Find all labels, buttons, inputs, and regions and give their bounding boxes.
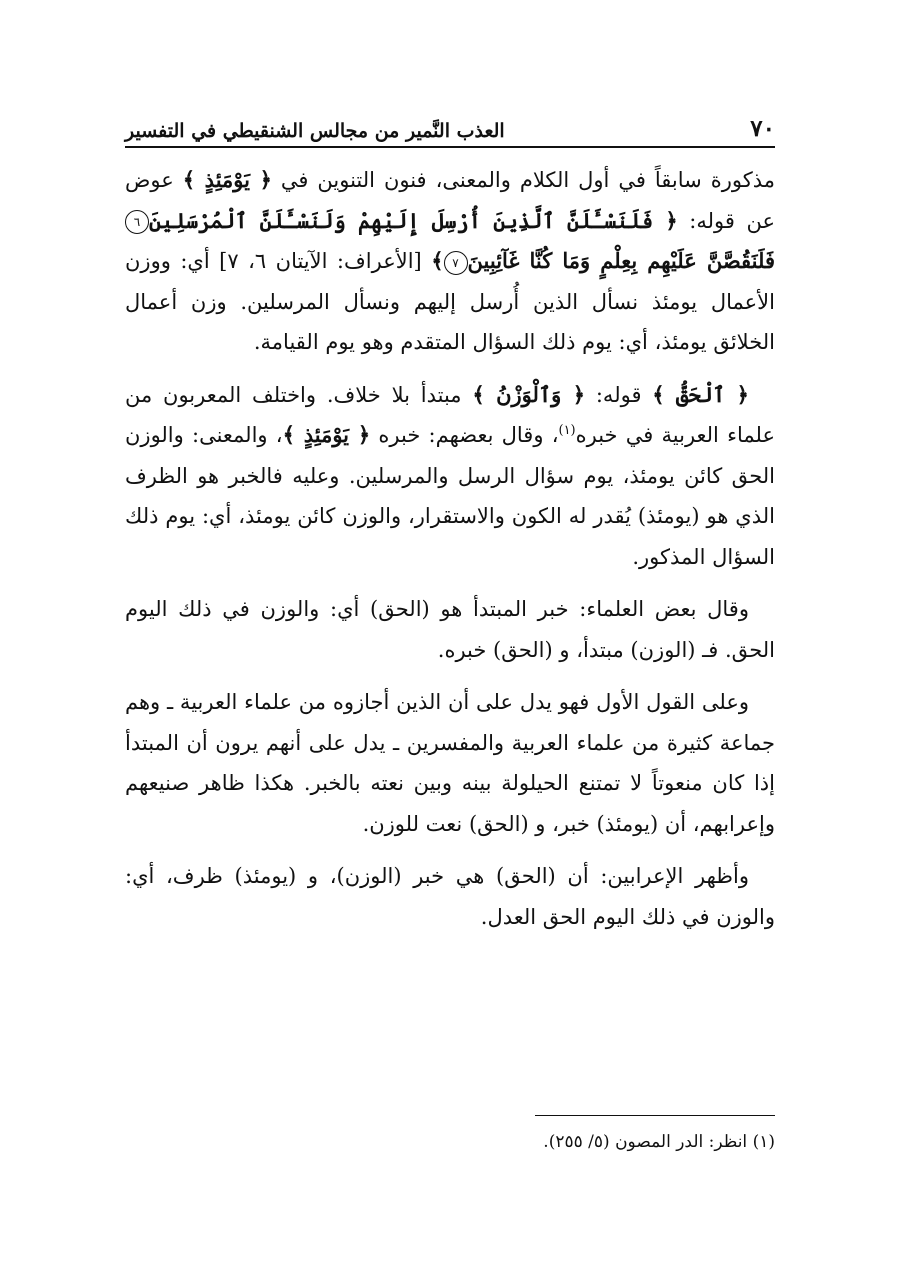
- running-header: [125, 112, 775, 142]
- quran-quote: ﴿ يَوْمَئِذٍ ﴾: [182, 167, 272, 192]
- footnote-text: انظر: الدر المصون (٥/ ٢٥٥).: [543, 1132, 748, 1152]
- text-run: قوله:: [585, 382, 653, 407]
- page: [125, 0, 775, 1271]
- text-run: ، وقال بعضهم: خبره: [370, 423, 559, 447]
- text-run: مذكورة سابقاً في أول الكلام والمعنى، فنون التنوين في: [271, 168, 775, 192]
- paragraph: [125, 160, 775, 363]
- quran-quote: ﴿ يَوْمَئِذٍ ﴾: [282, 422, 371, 447]
- footnote-rule: [535, 1115, 775, 1116]
- paragraph: [125, 682, 775, 844]
- paragraph: [125, 856, 775, 937]
- text-run: [الأعراف: الآيتان ٦، ٧] أي: ووزن الأعمال يومئذ نسأل الذين أُرسل إليهم ونسأل المرسلين. وزن أعمال الخلائق يومئذ، أي: يوم ذلك السؤال المتقدم وهو يوم القيامة.: [125, 249, 775, 354]
- footnote: [125, 1128, 775, 1156]
- text-run: وقال بعض العلماء: خبر المبتدأ هو (الحق) أي: والوزن في ذلك اليوم الحق. فـ (الوزن) مبتدأ، و (الحق) خبره.: [125, 597, 775, 662]
- ayah-number-mark: ٧: [444, 251, 468, 275]
- paragraph: [125, 375, 775, 578]
- text-run: وعلى القول الأول فهو يدل على أن الذين أجازوه من علماء العربية ـ وهم جماعة كثيرة من علماء العربية والمفسرين ـ يدل على أنهم يرون أن المبتدأ إذا كان منعوتاً لا تمتنع الحيلولة بينه وبين نعته بالخبر. هكذا ظاهر صنيعهم وإعرابهم، أن (يومئذ) خبر، و (الحق) نعت للوزن.: [125, 690, 775, 836]
- page-number: ٧٠: [750, 115, 775, 142]
- footnote-marker: (١): [752, 1132, 775, 1152]
- quran-quote: ﴾: [431, 248, 444, 273]
- quran-quote: ﴿ ٱلْحَقُّ ﴾: [652, 381, 749, 407]
- text-run: عوض عن قوله:: [125, 168, 775, 233]
- quran-quote: ﴿ فَلَنَسْـَٔلَنَّ ٱلَّذِينَ أُرْسِلَ إِلَيْهِمْ وَلَنَسْـَٔلَنَّ ٱلْمُرْسَلِينَ: [149, 207, 678, 233]
- header-rule: [125, 146, 775, 148]
- book-title: العذب النَّمير من مجالس الشنقيطي في التفسير: [125, 120, 505, 142]
- quran-quote: ﴿ وَٱلْوَزْنُ ﴾: [472, 381, 586, 407]
- quran-quote: فَلَنَقُصَّنَّ عَلَيْهِم بِعِلْمٍ وَمَا كُنَّا غَآئِبِينَ: [467, 248, 776, 273]
- body-text: [125, 160, 775, 949]
- footnote-reference: (١): [558, 423, 576, 438]
- text-run: ، والمعنى: والوزن الحق كائن يومئذ، يوم سؤال الرسل والمرسلين. وعليه فالخبر هو الظرف الذي هو (يومئذ) يُقدر له الكون والاستقرار، والوزن كائن يومئذ، أي: يوم ذلك السؤال المذكور.: [125, 423, 775, 569]
- text-run: وأظهر الإعرابين: أن (الحق) هي خبر (الوزن)، و (يومئذ) ظرف، أي: والوزن في ذلك اليوم الحق العدل.: [125, 864, 775, 929]
- paragraph: [125, 589, 775, 670]
- ayah-number-mark: ٦: [125, 210, 149, 234]
- text-run: مبتدأ بلا خلاف. واختلف المعربون من علماء العربية في خبره: [125, 382, 776, 447]
